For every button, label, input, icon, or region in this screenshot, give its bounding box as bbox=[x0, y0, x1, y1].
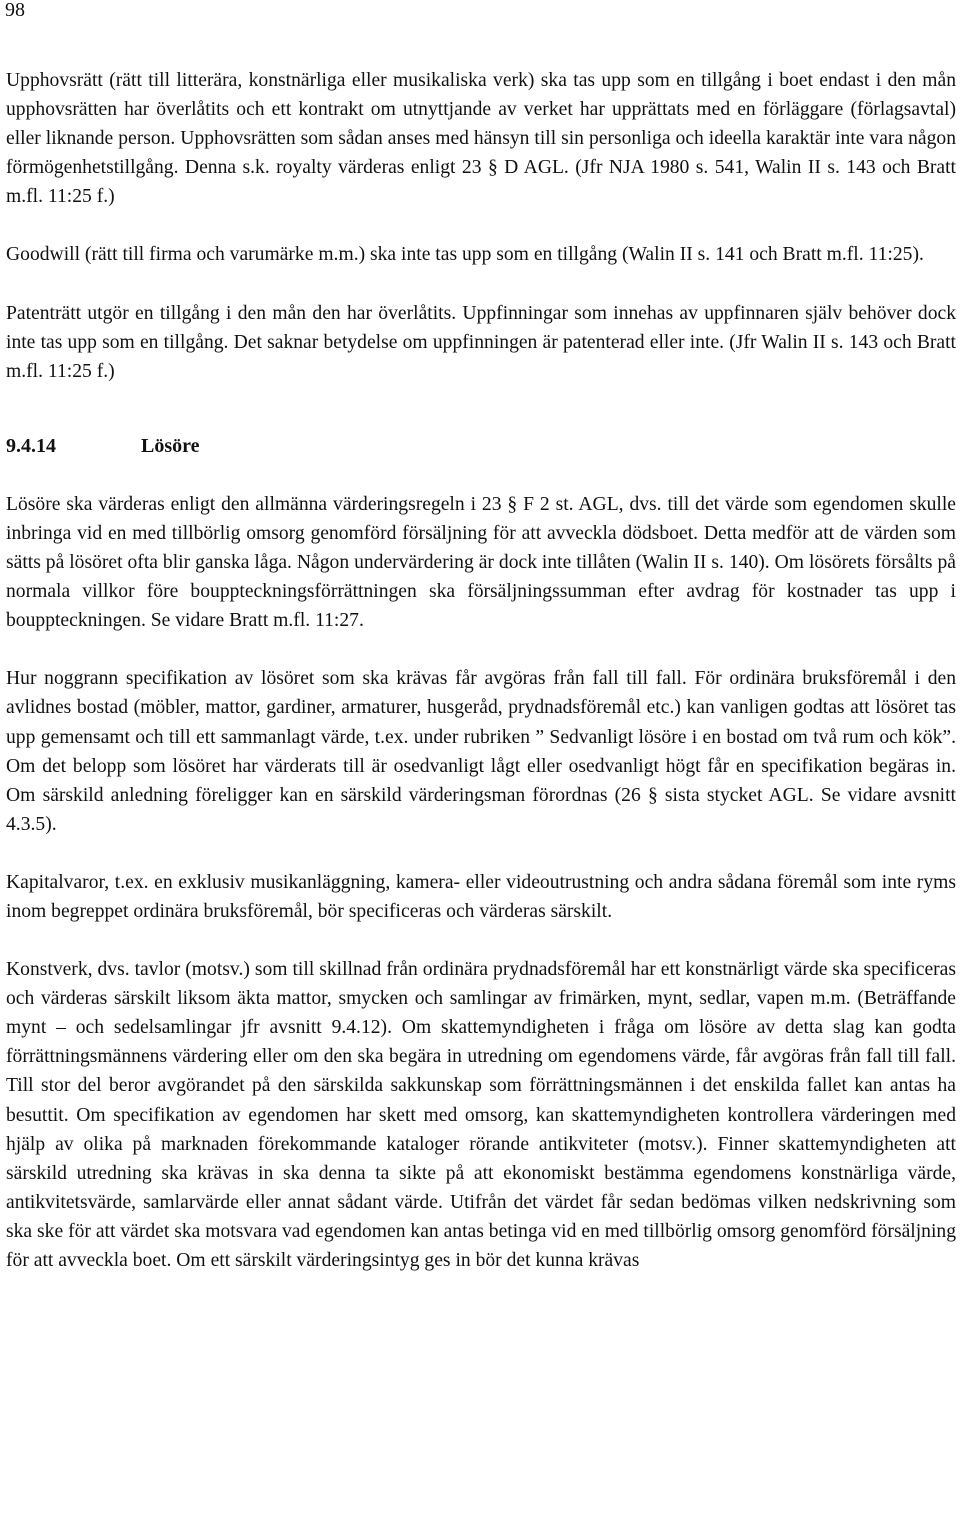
section-title: Lösöre bbox=[141, 434, 200, 457]
page-number: 98 bbox=[5, 0, 25, 21]
paragraph-goodwill: Goodwill (rätt till firma och varumärke m.m.) ska inte tas upp som en tillgång (Walin II s. 141 och Bratt m.fl. 11:25). bbox=[6, 244, 924, 266]
paragraph-kapitalvaror: Kapitalvaror, t.ex. en exklusiv musikanläggning, kamera- eller videoutrustning och andra sådana föremål som inte ryms inom begreppet ordinära bruksföremål, bör specificeras och värderas särskilt. bbox=[6, 871, 956, 922]
paragraph-upphovsratt: Upphovsrätt (rätt till litterära, konstnärliga eller musikaliska verk) ska tas upp som en tillgång i boet endast i den mån upphovsrätten har överlåtits och ett kontrakt om utnyttjande av verket har upprättats med en förläggare (förlagsavtal) eller liknande person. Upphovsrätten som sådan anses med hänsyn till sin personliga och ideella karaktär inte vara någon förmögenhetstillgång. Denna s.k. royalty värderas enligt 23 § D AGL. (Jfr NJA 1980 s. 541, Walin II s. 143 och Bratt m.fl. 11:25 f.) bbox=[6, 70, 956, 208]
paragraph-patentratt: Patenträtt utgör en tillgång i den mån den har överlåtits. Uppfinningar som innehas av uppfinnaren själv behöver dock inte tas upp som en tillgång. Det saknar betydelse om uppfinningen är patenterad eller inte. (Jfr Walin II s. 143 och Bratt m.fl. 11:25 f.) bbox=[6, 302, 956, 382]
section-heading bbox=[6, 415, 956, 461]
paragraph-specifikation: Hur noggrann specifikation av lösöret som ska krävas får avgöras från fall till fall. För ordinära bruksföremål i den avlidnes bostad (möbler, mattor, gardiner, armaturer, husgeråd, prydnadsföremål etc.) kan vanligen godtas att lösöret tas upp gemensamt och till ett sammanlagt värde, t.ex. under rubriken ” Sedvanligt lösöre i en bostad om två rum och kök”. Om det belopp som lösöret har värderats till är osedvanligt lågt eller osedvanligt högt får en specifikation begäras in. Om särskild anledning föreligger kan en särskild värderingsman förordnas (26 § sista stycket AGL. Se vidare avsnitt 4.3.5). bbox=[6, 668, 956, 835]
paragraph-losore-vardering: Lösöre ska värderas enligt den allmänna värderingsregeln i 23 § F 2 st. AGL, dvs. till det värde som egendomen skulle inbringa vid en med tillbörlig omsorg genomförd försäljning för att avveckla dödsboet. Detta medför att de värden som sätts på lösöret ofta blir ganska låga. Någon undervärdering är dock inte tillåten (Walin II s. 140). Om lösörets försålts på normala villkor före bouppteckningsförrättningen ska försäljningssumman efter avdrag för kostnader tas upp i bouppteckningen. Se vidare Bratt m.fl. 11:27. bbox=[6, 493, 956, 632]
section-number: 9.4.14 bbox=[6, 434, 56, 457]
document-body bbox=[6, 66, 956, 1304]
paragraph-konstverk: Konstverk, dvs. tavlor (motsv.) som till skillnad från ordinära prydnadsföremål har ett konstnärligt värde ska specificeras och värderas särskilt liksom äkta mattor, smycken och samlingar av frimärken, mynt, sedlar, vapen m.m. (Beträffande mynt – och sedelsamlingar jfr avsnitt 9.4.12). Om skattemyndigheten i fråga om lösöre av detta slag kan godta förrättningsmännens värdering eller om den ska begära in utredning om egendomens värde, får avgöras från fall till fall. Till stor del beror avgörandet på den särskilda sakkunskap som förrättningsmännen i det enskilda fallet kan antas ha besuttit. Om specifikation av egendomen har skett med omsorg, kan skattemyndigheten kontrollera värderingen med hjälp av olika på marknaden förekommande kataloger rörande antikviteter (motsv.). Finner skattemyndigheten att särskild utredning ska krävas in ska denna ta sikte på att ekonomiskt bestämma egendomens konstnärliga värde, antikvitetsvärde, samlarvärde eller annat sådant värde. Utifrån det värdet får sedan bedömas vilken nedskrivning som ska ske för att värdet ska motsvara vad egendomen kan antas betinga vid en med tillbörlig omsorg genomförd försäljning för att avveckla boet. Om ett särskilt värderingsintyg ges in bör det kunna krävas bbox=[6, 959, 956, 1271]
